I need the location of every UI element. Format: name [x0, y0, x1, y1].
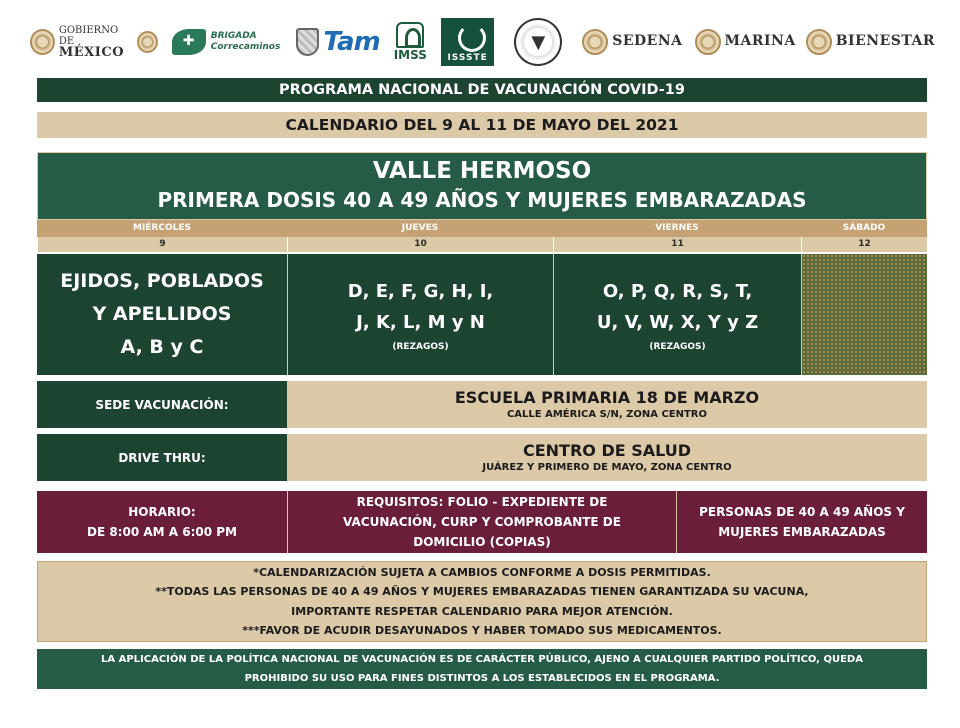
schedule-cell-saturday: [801, 254, 927, 375]
horario-label: HORARIO:: [128, 505, 196, 519]
schedule-note: (REZAGOS): [392, 341, 449, 352]
legal-footer: [37, 649, 927, 689]
schedule-cell-friday: [553, 254, 801, 375]
horario-value: DE 8:00 AM A 6:00 PM: [87, 525, 237, 539]
tamaulipas-shield-icon: [296, 28, 319, 56]
brigada-correcaminos-logo: [172, 29, 281, 55]
sede-row: [37, 381, 927, 428]
drive-thru-address: JUÁREZ Y PRIMERO DE MAYO, ZONA CENTRO: [482, 461, 732, 473]
notes-box: [37, 561, 927, 642]
schedule-line: J, K, L, M y N: [356, 311, 485, 333]
program-title: PROGRAMA NACIONAL DE VACUNACIÓN COVID-19: [37, 78, 927, 102]
personas-cell: [676, 491, 927, 553]
requisitos-line: VACUNACIÓN, CURP Y COMPROBANTE DE: [343, 515, 621, 529]
tam-logo: Tam: [323, 27, 380, 57]
schedule-cell-wednesday: [37, 254, 287, 375]
footer-line: LA APLICACIÓN DE LA POLÍTICA NACIONAL DE VACUNACIÓN ES DE CARÁCTER PÚBLICO, AJENO A CUALQUIER PARTIDO POLÍTICO, QUEDA: [101, 654, 863, 665]
bienestar-logo-text: BIENESTAR: [835, 33, 935, 49]
note-line: IMPORTANTE RESPETAR CALENDARIO PARA MEJOR ATENCIÓN.: [291, 604, 673, 618]
personas-line: MUJERES EMBARAZADAS: [718, 525, 886, 539]
city-name: VALLE HERMOSO: [372, 158, 592, 184]
sedena-logo: [582, 29, 682, 55]
schedule-line: A, B y C: [120, 336, 204, 358]
sede-value: [287, 381, 927, 428]
schedule-note: (REZAGOS): [649, 341, 706, 352]
target-group: PRIMERA DOSIS 40 A 49 AÑOS Y MUJERES EMBARAZADAS: [157, 188, 807, 212]
national-eagle-seal-icon: [514, 18, 562, 66]
drive-thru-value: [287, 434, 927, 481]
calendar-dates: CALENDARIO DEL 9 AL 11 DE MAYO DEL 2021: [37, 112, 927, 138]
footer-line: PROHIBIDO SU USO PARA FINES DISTINTOS A LOS ESTABLECIDOS EN EL PROGRAMA.: [244, 673, 720, 684]
note-line: *CALENDARIZACIÓN SUJETA A CAMBIOS CONFORME A DOSIS PERMITIDAS.: [253, 565, 711, 579]
horario-cell: [37, 491, 287, 553]
drive-thru-name: CENTRO DE SALUD: [522, 440, 692, 460]
brigada-icon: [172, 29, 206, 55]
bienestar-logo: [806, 29, 935, 55]
day-name-saturday: SÁBADO: [801, 220, 927, 237]
issste-logo: [441, 18, 494, 66]
day-headers: [37, 220, 927, 252]
personas-line: PERSONAS DE 40 A 49 AÑOS Y: [699, 505, 905, 519]
day-name-friday: VIERNES: [553, 220, 801, 237]
marina-logo-text: MARINA: [724, 33, 796, 49]
marina-logo: [695, 29, 796, 55]
imss-eagle-icon: [396, 22, 424, 48]
requisitos-line: DOMICILIO (COPIAS): [413, 535, 551, 549]
sede-label: SEDE VACUNACIÓN:: [37, 381, 287, 428]
requisitos-line: REQUISITOS: FOLIO - EXPEDIENTE DE: [356, 495, 608, 509]
schedule-cell-thursday: [287, 254, 553, 375]
drive-thru-label: DRIVE THRU:: [37, 434, 287, 481]
day-name-thursday: JUEVES: [287, 220, 553, 237]
marina-seal-icon: [695, 29, 721, 55]
imss-logo: [394, 22, 427, 62]
drive-thru-row: [37, 434, 927, 481]
note-line: ***FAVOR DE ACUDIR DESAYUNADOS Y HABER TOMADO SUS MEDICAMENTOS.: [242, 624, 722, 637]
day-number-saturday: 12: [801, 237, 927, 252]
schedule-line: EJIDOS, POBLADOS: [60, 270, 264, 292]
schedule-line: U, V, W, X, Y y Z: [596, 311, 759, 333]
note-line: **TODAS LAS PERSONAS DE 40 A 49 AÑOS Y MUJERES EMBARAZADAS TIENEN GARANTIZADA SU VACUNA,: [155, 585, 809, 598]
day-number-thursday: 10: [287, 237, 553, 252]
schedule-cells: [37, 254, 927, 375]
gobierno-mexico-logo: [30, 25, 158, 59]
location-header: [37, 152, 927, 220]
day-number-wednesday: 9: [37, 237, 287, 252]
brigada-logo-top: BRIGADA: [210, 31, 257, 41]
issste-logo-text: ISSSTE: [447, 53, 488, 63]
gobierno-logo-top: GOBIERNO DE: [58, 25, 119, 47]
sedena-seal-icon: [582, 29, 608, 55]
requisitos-cell: [287, 491, 676, 553]
bienestar-seal-icon: [806, 29, 832, 55]
day-number-friday: 11: [553, 237, 801, 252]
mexico-seal-icon: [30, 29, 55, 55]
mexico-emblem-icon: [137, 31, 158, 53]
sede-address: CALLE AMÉRICA S/N, ZONA CENTRO: [506, 408, 708, 420]
requirements-row: [37, 491, 927, 553]
schedule-line: D, E, F, G, H, I,: [347, 280, 494, 302]
imss-logo-text: IMSS: [393, 48, 427, 62]
day-name-wednesday: MIÉRCOLES: [37, 220, 287, 237]
gobierno-logo-bottom: MÉXICO: [58, 45, 125, 60]
sedena-logo-text: SEDENA: [612, 33, 683, 49]
schedule-line: O, P, Q, R, S, T,: [602, 280, 753, 302]
schedule-line: Y APELLIDOS: [92, 303, 232, 325]
sede-name: ESCUELA PRIMARIA 18 DE MARZO: [454, 387, 760, 407]
brigada-logo-bottom: Correcaminos: [210, 42, 281, 52]
logo-strip: [30, 16, 935, 68]
